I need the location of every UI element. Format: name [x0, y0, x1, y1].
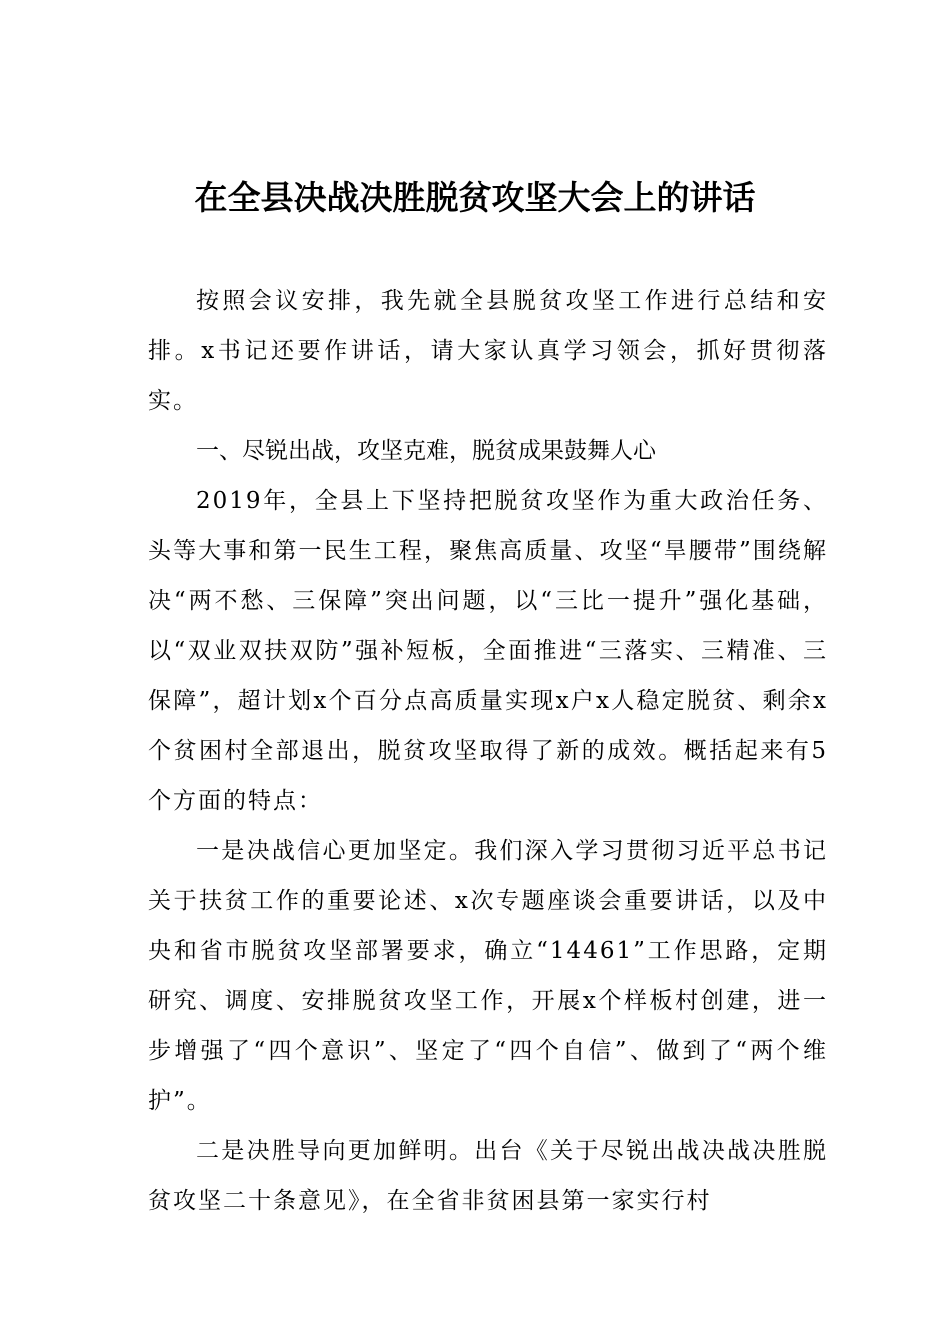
intro-paragraph: 按照会议安排，我先就全县脱贫攻坚工作进行总结和安排。x书记还要作讲话，请大家认真学习领会，抓好贯彻落实。 [148, 288, 828, 414]
point-two-body: 出台《关于尽锐出战决战决胜脱贫攻坚二十条意见》，在全省非贫困县第一家实行村 [148, 1138, 829, 1214]
point-one-body: 我们深入学习贯彻习近平总书记关于扶贫工作的重要论述、x次专题座谈会重要讲话，以及中央和省市脱贫攻坚部署要求，确立“14461”工作思路，定期研究、调度、安排脱贫攻坚工作，开展x个样板村创建，进一步增强了“四个意识”、坚定了“四个自信”、做到了“两个维护”。 [148, 838, 829, 1114]
point-two-lead: 二是决胜导向更加鲜明。 [196, 1138, 475, 1164]
document-title: 在全县决战决胜脱贫攻坚大会上的讲话 [194, 178, 756, 217]
summary-paragraph: 2019年，全县上下坚持把脱贫攻坚作为重大政治任务、头等大事和第一民生工程，聚焦高质量、攻坚“旱腰带”围绕解决“两不愁、三保障”突出问题，以“三比一提升”强化基础，以“双业双扶双防”强补短板，全面推进“三落实、三精准、三保障”，超计划x个百分点高质量实现x户x人稳定脱贫、剩余x个贫困村全部退出，脱贫攻坚取得了新的成效。概括起来有5个方面的特点： [148, 488, 828, 814]
point-two-paragraph [148, 1126, 828, 1226]
section-heading: 一、尽锐出战，攻坚克难，脱贫成果鼓舞人心 [196, 438, 656, 464]
point-one-lead: 一是决战信心更加坚定。 [196, 838, 475, 864]
point-one-paragraph [148, 826, 828, 1126]
